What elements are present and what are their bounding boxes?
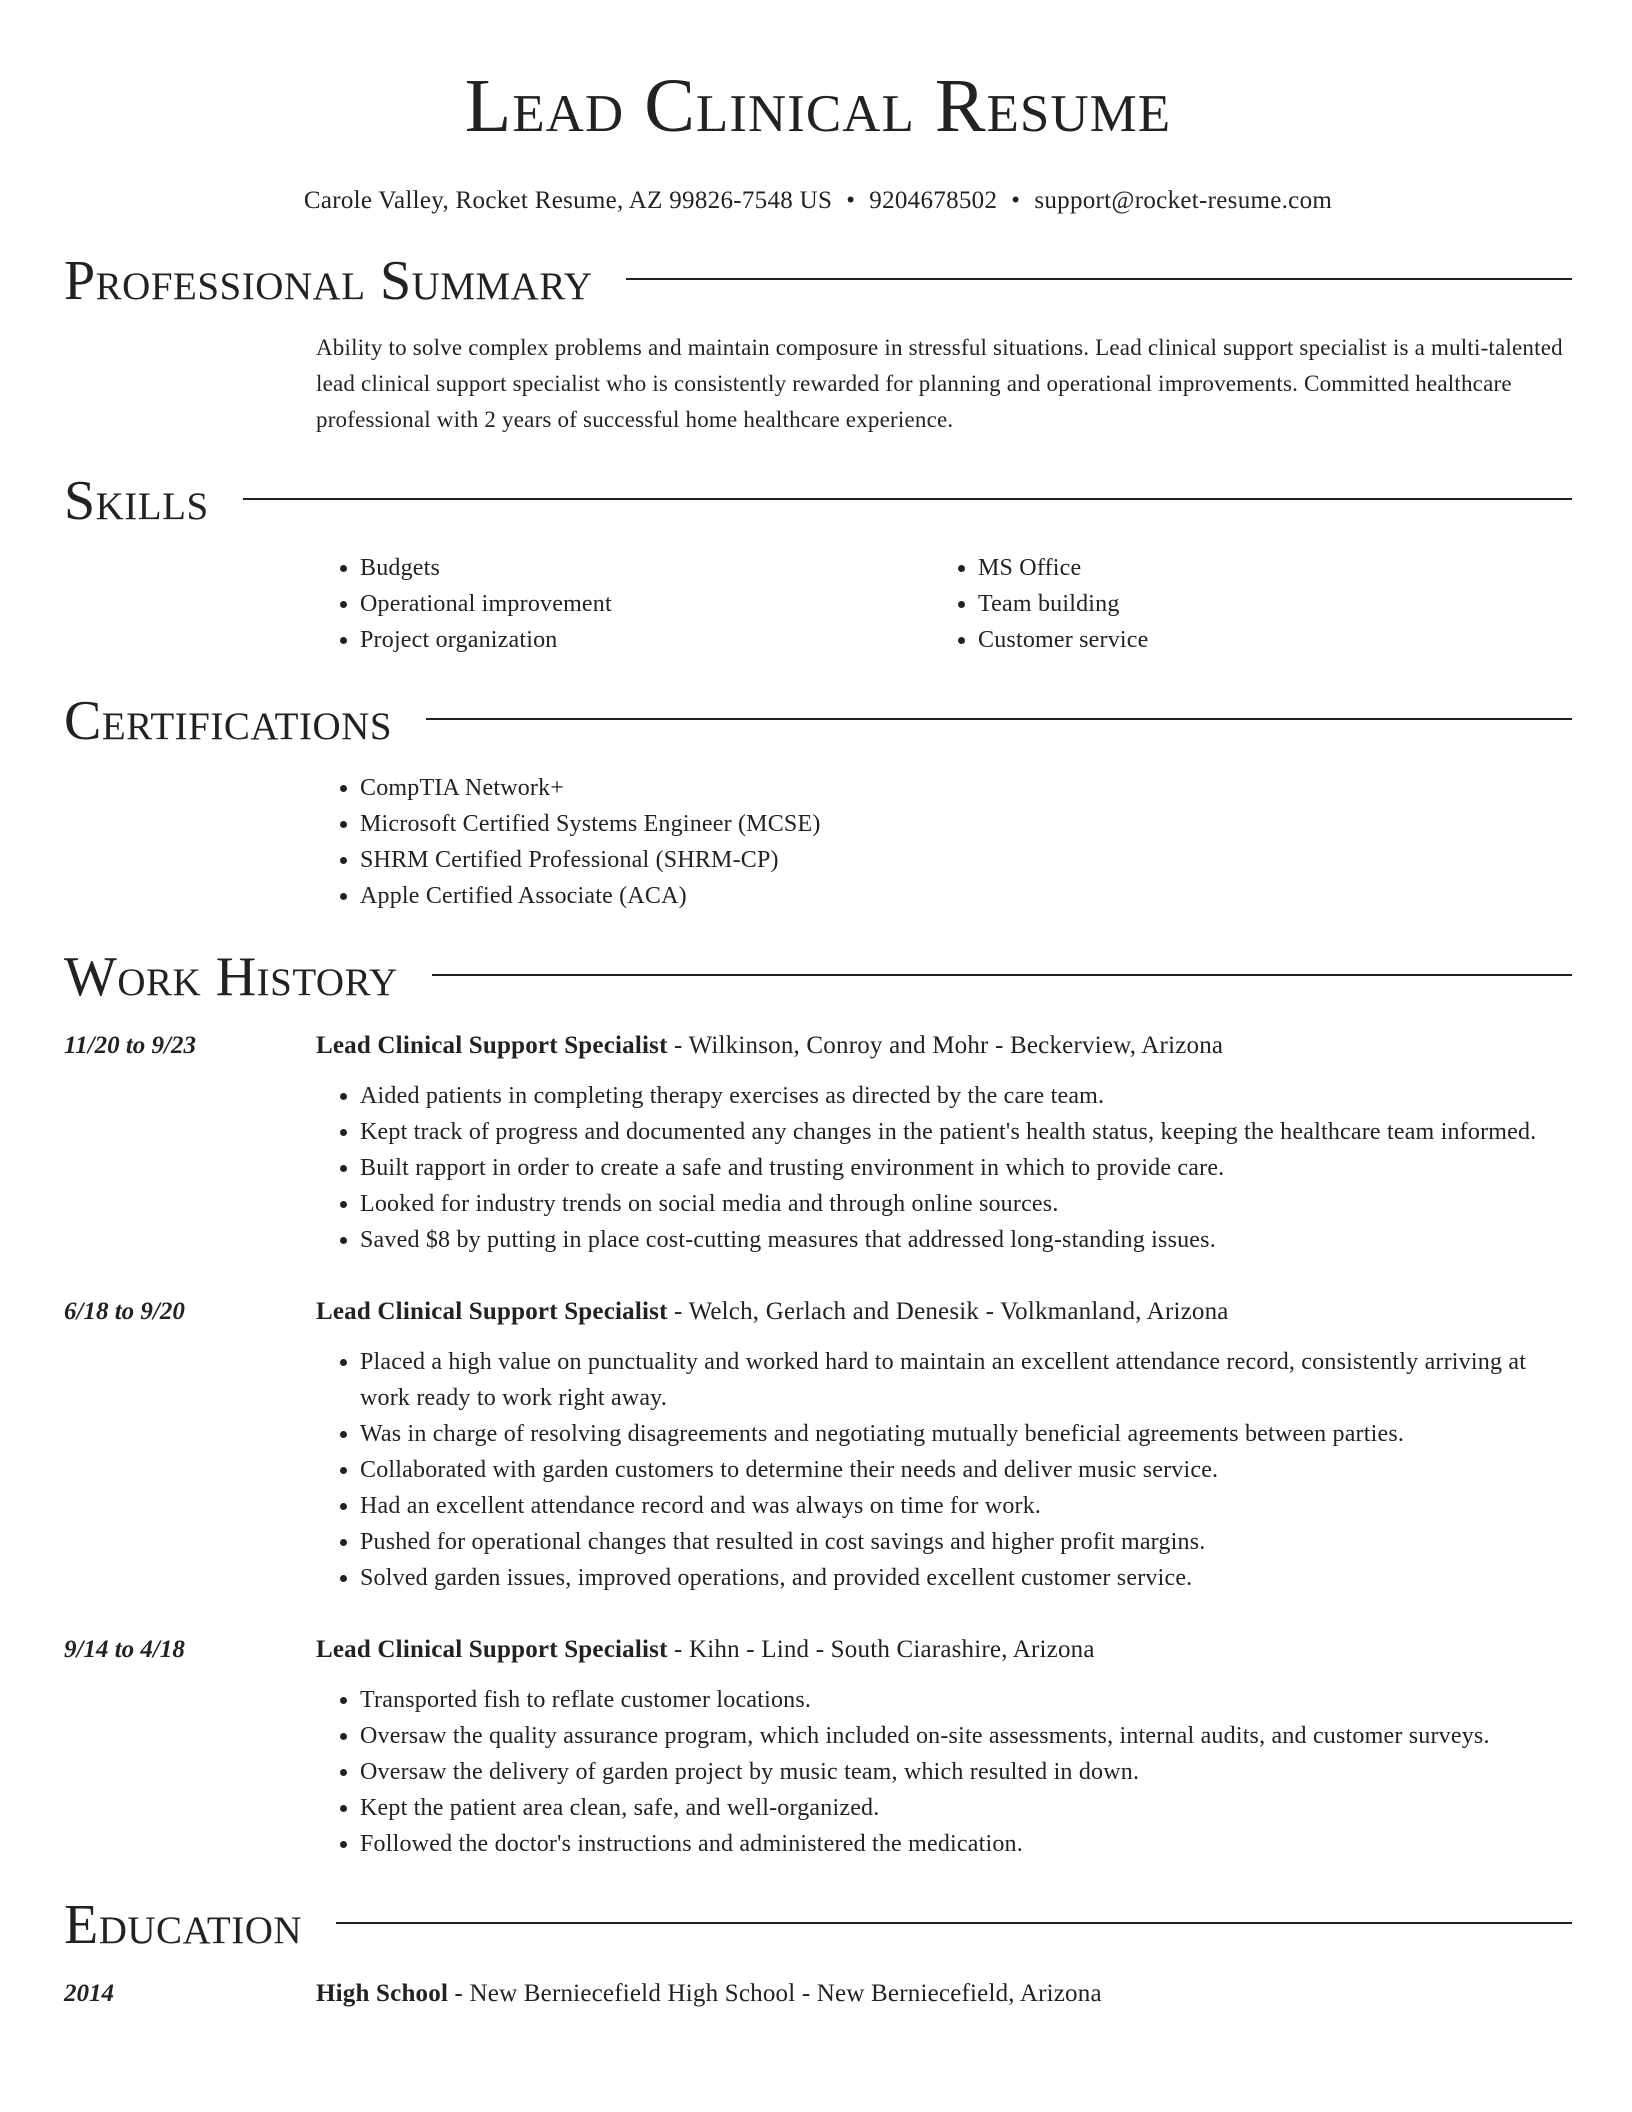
skill-item: • Customer service bbox=[978, 622, 1552, 658]
job-title: Lead Clinical Support Specialist bbox=[316, 1298, 668, 1325]
skill-item: • MS Office bbox=[978, 550, 1552, 586]
contact-address: Carole Valley, Rocket Resume, AZ 99826-7548 US bbox=[303, 187, 833, 214]
skills-list bbox=[316, 550, 1572, 658]
summary-section-header bbox=[64, 246, 1572, 316]
job-body bbox=[316, 1294, 1572, 1596]
job-duty: • Collaborated with garden customers to determine their needs and deliver music service. bbox=[360, 1452, 1572, 1488]
contact-separator: • bbox=[846, 187, 856, 214]
job-duties bbox=[316, 1078, 1572, 1258]
job-duty: • Built rapport in order to create a safe and trusting environment in which to provide care. bbox=[360, 1150, 1572, 1186]
job-duty: • Was in charge of resolving disagreements and negotiating mutually beneficial agreements between parties. bbox=[360, 1416, 1572, 1452]
education-year: 2014 bbox=[64, 1980, 114, 2007]
resume-page bbox=[64, 0, 1572, 2012]
summary-text: Ability to solve complex problems and maintain composure in stressful situations. Lead clinical support specialist is a multi-talented lead clinical support specialist who is consistently rewarded for planning and operational improvements. Committed healthcare professional with 2 years of successful home healthcare experience. bbox=[316, 335, 1563, 432]
education-school: - New Berniecefield High School - New Berniecefield, Arizona bbox=[448, 1980, 1102, 2007]
job-duty: • Placed a high value on punctuality and worked hard to maintain an excellent attendance record, consistently arriving at work ready to work right away. bbox=[360, 1344, 1572, 1416]
contact-separator: • bbox=[1011, 187, 1021, 214]
skills-column-right bbox=[934, 550, 1552, 658]
certification-item: • Microsoft Certified Systems Engineer (MCSE) bbox=[360, 806, 1572, 842]
education-heading: Education bbox=[64, 1894, 303, 1956]
certification-item: • CompTIA Network+ bbox=[360, 770, 1572, 806]
job-duty: • Oversaw the quality assurance program, which included on-site assessments, internal audits, and customer surveys. bbox=[360, 1718, 1572, 1754]
job-title-line bbox=[316, 1028, 1572, 1064]
resume-title: Lead Clinical Resume bbox=[464, 64, 1172, 148]
job-employer: - Kihn - Lind - South Ciarashire, Arizona bbox=[667, 1636, 1095, 1663]
education-body bbox=[316, 1976, 1102, 2012]
certifications-heading: Certifications bbox=[64, 690, 393, 752]
job-duty: • Transported fish to reflate customer locations. bbox=[360, 1682, 1572, 1718]
certifications-list bbox=[316, 770, 1572, 914]
job-entry bbox=[64, 1028, 1572, 1258]
job-duty: • Kept track of progress and documented any changes in the patient's health status, keeping the healthcare team informed. bbox=[360, 1114, 1572, 1150]
job-duty: • Oversaw the delivery of garden project by music team, which resulted in down. bbox=[360, 1754, 1572, 1790]
job-title-line bbox=[316, 1632, 1572, 1668]
job-duties bbox=[316, 1344, 1572, 1596]
job-duties bbox=[316, 1682, 1572, 1862]
section-divider bbox=[426, 718, 1572, 720]
job-duty: • Aided patients in completing therapy exercises as directed by the care team. bbox=[360, 1078, 1572, 1114]
skill-item: • Project organization bbox=[360, 622, 934, 658]
education-section-header bbox=[64, 1890, 1572, 1960]
section-divider bbox=[243, 498, 1572, 500]
certifications-section-header bbox=[64, 686, 1572, 756]
skills-column-left bbox=[316, 550, 934, 658]
job-employer: - Wilkinson, Conroy and Mohr - Beckerview, Arizona bbox=[667, 1032, 1224, 1059]
certification-item: • Apple Certified Associate (ACA) bbox=[360, 878, 1572, 914]
job-duty: • Pushed for operational changes that resulted in cost savings and higher profit margins. bbox=[360, 1524, 1572, 1560]
job-body bbox=[316, 1632, 1572, 1862]
job-title-line bbox=[316, 1294, 1572, 1330]
job-duty: • Kept the patient area clean, safe, and well-organized. bbox=[360, 1790, 1572, 1826]
job-body bbox=[316, 1028, 1572, 1258]
skills-section-header bbox=[64, 466, 1572, 536]
job-title: Lead Clinical Support Specialist bbox=[316, 1032, 668, 1059]
contact-phone: 9204678502 bbox=[869, 187, 998, 214]
job-duty: • Followed the doctor's instructions and administered the medication. bbox=[360, 1826, 1572, 1862]
job-dates: 9/14 to 4/18 bbox=[64, 1636, 185, 1663]
skills-heading: Skills bbox=[64, 470, 209, 532]
section-divider bbox=[626, 278, 1572, 280]
job-duty: • Had an excellent attendance record and was always on time for work. bbox=[360, 1488, 1572, 1524]
contact-email: support@rocket-resume.com bbox=[1034, 187, 1333, 214]
education-entry bbox=[64, 1976, 1572, 2012]
skill-item: • Budgets bbox=[360, 550, 934, 586]
job-dates: 11/20 to 9/23 bbox=[64, 1032, 196, 1059]
skill-item: • Team building bbox=[978, 586, 1552, 622]
education-degree: High School bbox=[316, 1980, 449, 2007]
job-duty: • Saved $8 by putting in place cost-cutting measures that addressed long-standing issues. bbox=[360, 1222, 1572, 1258]
certification-item: • SHRM Certified Professional (SHRM-CP) bbox=[360, 842, 1572, 878]
job-title: Lead Clinical Support Specialist bbox=[316, 1636, 668, 1663]
job-entry bbox=[64, 1632, 1572, 1862]
job-employer: - Welch, Gerlach and Denesik - Volkmanland, Arizona bbox=[667, 1298, 1229, 1325]
work-history-section-header bbox=[64, 942, 1572, 1012]
job-duty: • Looked for industry trends on social media and through online sources. bbox=[360, 1186, 1572, 1222]
work-history-list bbox=[64, 1028, 1572, 1862]
section-divider bbox=[432, 974, 1572, 976]
job-duty: • Solved garden issues, improved operations, and provided excellent customer service. bbox=[360, 1560, 1572, 1596]
section-divider bbox=[336, 1922, 1572, 1924]
summary-heading: Professional Summary bbox=[64, 250, 593, 312]
job-entry bbox=[64, 1294, 1572, 1596]
contact-line bbox=[64, 184, 1572, 218]
job-dates: 6/18 to 9/20 bbox=[64, 1298, 185, 1325]
work-history-heading: Work History bbox=[64, 946, 398, 1008]
skill-item: • Operational improvement bbox=[360, 586, 934, 622]
